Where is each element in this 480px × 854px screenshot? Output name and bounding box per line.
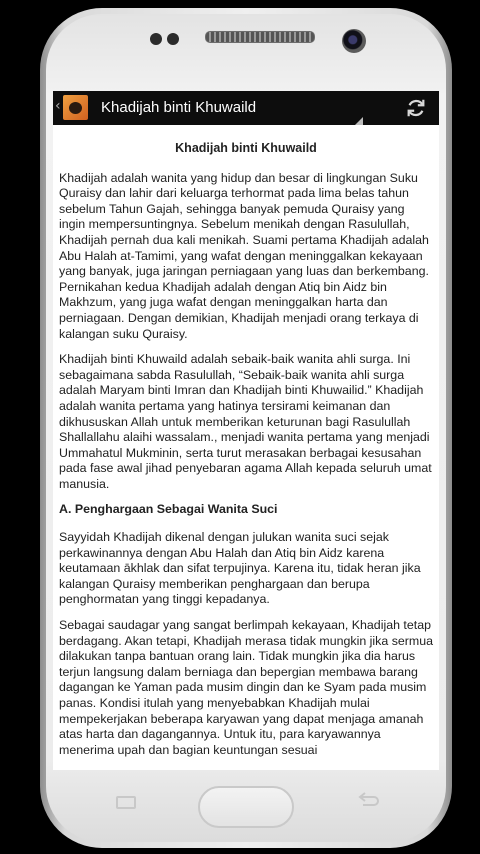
back-arrow-icon[interactable]: ‹: [55, 98, 61, 114]
app-title: Khadijah binti Khuwaild: [101, 99, 257, 116]
article-paragraph: Khadijah adalah wanita yang hidup dan besar di lingkungan Suku Quraisy dan lahir dari keluarga terhormat pada lima belas tahun sebelum Tahun Gajah, sehingga banyak pemuda Quraisy yang ingin mempersuntingnya. Sebelum menikah dengan Rasulullah, Khadijah pernah dua kali menikah. Suami pertama Khadijah adalah Abu Halah at-Tamimi, yang wafat dengan meninggalkan kekayaan yang banyak, juga jaringan perniagaan yang luas dan berkembang. Pernikahan kedua Khadijah adalah dengan Atiq bin Aidz bin Makhzum, yang juga wafat dengan meninggalkan harta dan perniagaan. Dengan demikian, Khadijah menjadi orang terkaya di kalangan suku Quraisy.: [59, 170, 429, 341]
article-subheading: A. Penghargaan Sebagai Wanita Suci: [59, 502, 278, 517]
screen: [53, 91, 439, 770]
overflow-menu-indicator[interactable]: [355, 117, 363, 125]
proximity-sensors: [150, 30, 184, 49]
refresh-icon[interactable]: [405, 97, 427, 119]
app-icon[interactable]: [63, 95, 88, 120]
article-heading: Khadijah binti Khuwaild: [175, 141, 317, 155]
sensor-dot: [150, 33, 162, 45]
earpiece-speaker: [205, 31, 315, 43]
back-icon[interactable]: [355, 792, 379, 812]
article-paragraph: Sebagai saudagar yang sangat berlimpah kekayaan, Khadijah tetap berdagang. Akan tetapi, Khadijah merasa tidak mungkin jika sermua dilakukan tanpa bantuan orang lain. Tidak mungkin jika dia harus terjun langsung dalam berniaga dan bepergian membawa barang dagangan ke Yaman pada musim dingin dan ke Syam pada musim panas. Kondisi itulah yang menyebabkan Khadijah mulai mempekerjakan beberapa karyawan yang dapat menjaga amanah atas harta dan dagangannya. Untuk itu, para karyawannya menerima upah dan bagian keuntungan sesuai: [59, 618, 434, 757]
article-paragraph: Sayyidah Khadijah dikenal dengan julukan wanita suci sejak perkawinannya dengan Abu Halah dan Atiq bin Aidz karena keutamaan ākhlak dan sifat terpujinya. Karena itu, tidak heran jika kalangan Quraisy memberikan penghargaan dan berupa penghormatan yang tinggi kepadanya.: [59, 530, 421, 607]
recent-apps-icon[interactable]: [116, 796, 136, 809]
app-bar: [53, 91, 439, 125]
sensor-dot: [167, 33, 179, 45]
article-paragraph: Khadijah binti Khuwaild adalah sebaik-baik wanita ahli surga. Ini sebagaimana sabda Rasulullah, “Sebaik-baik wanita ahli surga adalah Maryam binti Imran dan Khadijah binti Khuwailid.” Khadijah adalah wanita pertama yang hatinya tersirami keimanan dan dikhususkan Allah untuk memberikan keturunan bagi Rasulullah Shallallahu alaihi wassalam., menjadi wanita pertama yang menjadi Ummahatul Mukminin, serta turut merasakan berbagai kesusahan pada fase awal jihad penyebaran agama Allah kepada seluruh umat manusia.: [59, 352, 432, 491]
home-button[interactable]: [198, 786, 294, 828]
article-content: [53, 125, 439, 768]
front-camera: [342, 29, 366, 53]
